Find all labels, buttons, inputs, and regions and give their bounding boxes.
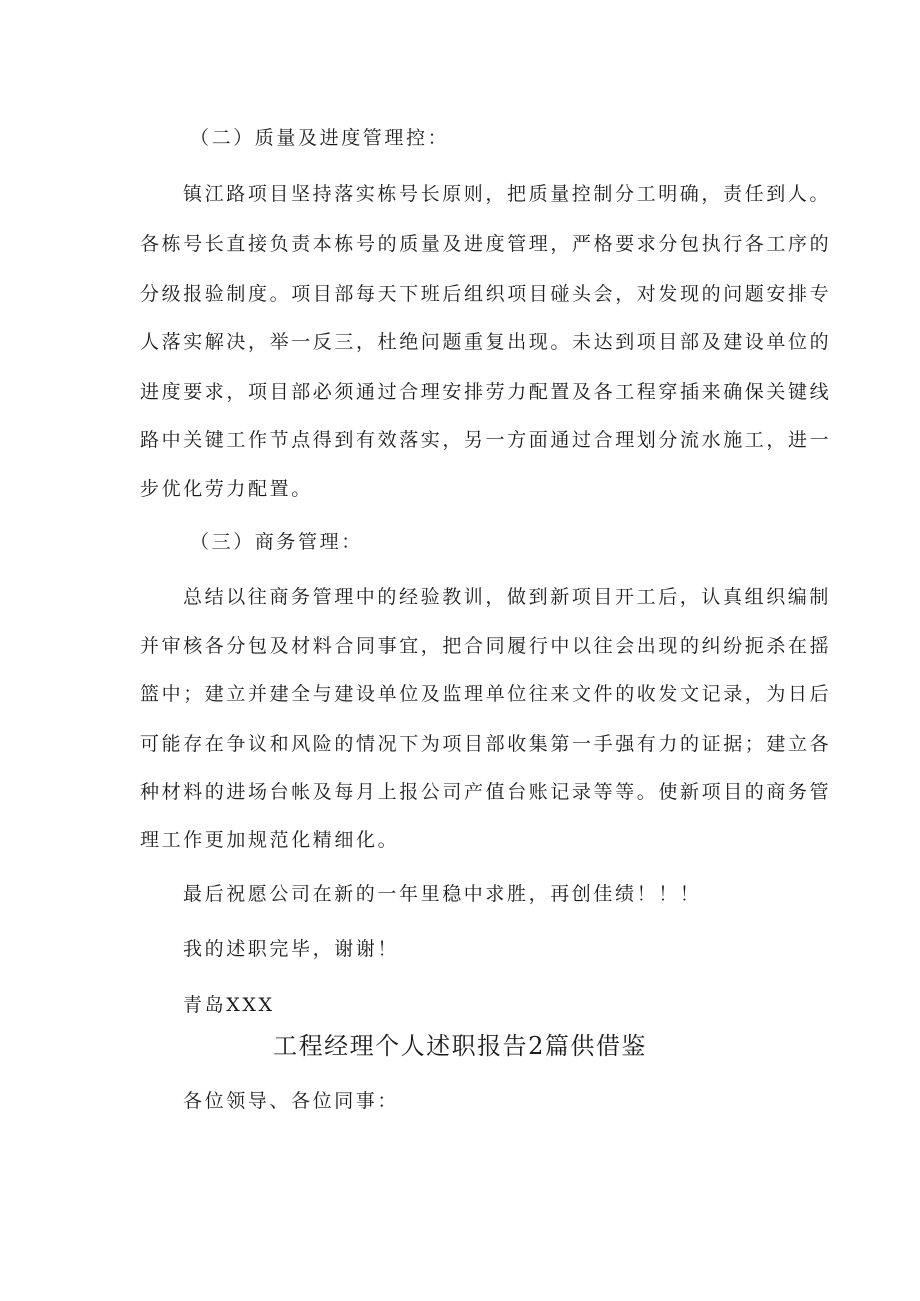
paragraph-line: 分级报验制度。项目部每天下班后组织项目碰头会，对发现的问题安排专	[140, 283, 832, 305]
signature: 青岛XXX	[183, 994, 275, 1016]
paragraph-line: 种材料的进场台帐及每月上报公司产值台账记录等等。使新项目的商务管	[140, 781, 832, 803]
paragraph-line: 人落实解决，举一反三，杜绝问题重复出现。未达到项目部及建设单位的	[140, 331, 832, 353]
paragraph-line: 步优化劳力配置。	[140, 478, 313, 500]
section-heading-quality: （二）质量及进度管理控：	[190, 127, 450, 149]
paragraph-line: 可能存在争议和风险的情况下为项目部收集第一手强有力的证据；建立各	[140, 733, 832, 755]
paragraph-line: 篮中；建立并建全与建设单位及监理单位往来文件的收发文记录，为日后	[140, 683, 832, 705]
paragraph-line: 理工作更加规范化精细化。	[140, 829, 400, 851]
paragraph-line: 总结以往商务管理中的经验教训，做到新项目开工后，认真组织编制	[183, 586, 832, 608]
paragraph-line: 进度要求，项目部必须通过合理安排劳力配置及各工程穿插来确保关键线	[140, 381, 832, 403]
closing-thanks: 我的述职完毕，谢谢！	[183, 938, 400, 960]
paragraph-line: 镇江路项目坚持落实栋号长原则，把质量控制分工明确，责任到人。	[183, 183, 832, 205]
paragraph-line: 各栋号长直接负责本栋号的质量及进度管理，严格要求分包执行各工序的	[140, 233, 832, 255]
section-heading-business: （三）商务管理：	[190, 531, 363, 553]
closing-wish: 最后祝愿公司在新的一年里稳中求胜，再创佳绩！！！	[183, 883, 702, 905]
salutation: 各位领导、各位同事：	[183, 1090, 400, 1112]
document-title: 工程经理个人述职报告2篇供借鉴	[273, 1032, 647, 1060]
paragraph-line: 并审核各分包及材料合同事宜，把合同履行中以往会出现的纠纷扼杀在摇	[140, 635, 832, 657]
paragraph-line: 路中关键工作节点得到有效落实，另一方面通过合理划分流水施工，进一	[140, 429, 832, 451]
